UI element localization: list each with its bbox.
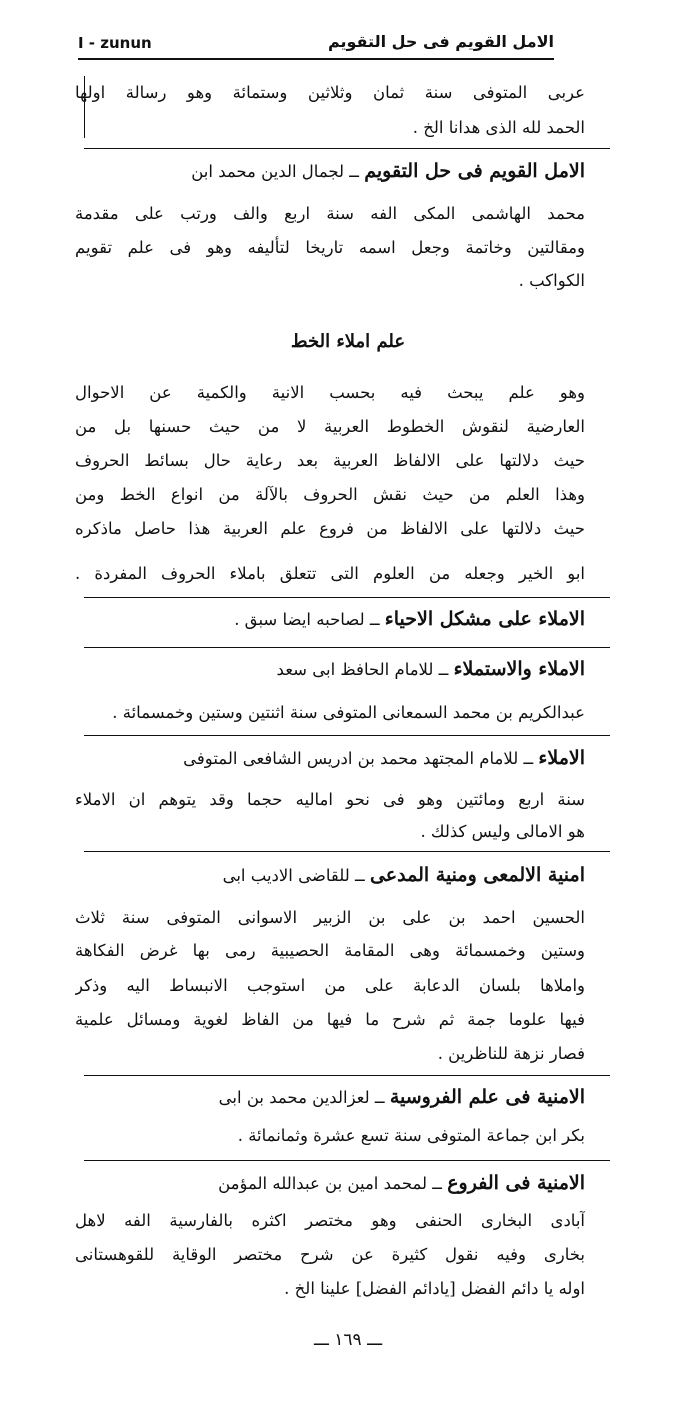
page-number: ـــ ١٦٩ ـــ — [313, 1330, 383, 1350]
entry-first-line: الاملاء ــ للامام المجتهد محمد بن ادريس الشافعى المتوفى — [183, 747, 585, 769]
text-line: فيها علوما جمة ثم شرح ما فيها من الفاظ لغوية ومسائل علمية — [75, 1010, 585, 1029]
entry-first-line: الاملاء والاستملاء ــ للامام الحافظ ابى سعد — [276, 658, 585, 680]
divider — [84, 1075, 610, 1076]
text-line: عربى المتوفى سنة ثمان وثلاثين وستمائة وهو رسالة اولها — [75, 83, 585, 102]
running-header — [78, 32, 554, 60]
entry-title: الامنية فى علم الفروسية — [389, 1086, 585, 1108]
text-line: اوله يا دائم الفضل [يادائم الفضل] علينا الخ . — [284, 1279, 585, 1298]
entry-first-line: الامل القويم فى حل التقويم ــ لجمال الدين محمد ابن — [191, 160, 585, 182]
text-line: بخارى وفيه نقول كثيرة عن شرح مختصر الوقاية للقوهستانى — [75, 1245, 585, 1264]
header-title: الامل القويم فى حل التقويم — [327, 32, 554, 51]
entry-first-line: الامنية فى الفروع ــ لمحمد امين بن عبدالله المؤمن — [218, 1172, 585, 1194]
text-line: سنة اربع ومائتين وهو فى نحو اماليه حجما وقد يتوهم ان الاملاء — [75, 790, 585, 809]
header-left-label: I - zunun — [78, 34, 152, 52]
entry-first-line: الاملاء على مشكل الاحياء ــ لصاحبه ايضا سبق . — [234, 608, 585, 630]
text-line: ابو الخير وجعله من العلوم التى تتعلق باملاء الحروف المفردة . — [75, 564, 585, 583]
text-line: محمد الهاشمى المكى الفه سنة اربع والف ورتب على مقدمة — [75, 204, 585, 223]
text-line: الكواكب . — [518, 271, 585, 290]
divider — [84, 735, 610, 736]
text-line: الحمد لله الذى هدانا الخ . — [412, 118, 585, 137]
text-line: الحسين احمد بن على بن الزبير الاسوانى المتوفى سنة ثلاث — [75, 908, 585, 927]
text-line: حيث دلالتها على الالفاظ العربية بعد رعاية حال بسائط الحروف — [75, 451, 585, 470]
text-line: فصار نزهة للناظرين . — [437, 1044, 585, 1063]
text-line: العارضية لنقوش الخطوط العربية لا من حيث حسنها بل من — [75, 417, 585, 436]
text-line: حيث دلالتها على الالفاظ من فروع علم العربية هذا حاصل ماذكره — [75, 519, 585, 538]
entry-title: امنية الالمعى ومنية المدعى — [369, 864, 585, 886]
divider — [84, 647, 610, 648]
entry-title: الاملاء على مشكل الاحياء — [384, 608, 585, 630]
divider — [84, 597, 610, 598]
text-line: وستين وخمسمائة وهى المقامة الحصيبية رمى بها غرض الفكاهة — [75, 941, 585, 960]
text-line: آبادى البخارى الحنفى وهو مختصر اكثره بالفارسية الفه لاهل — [75, 1211, 585, 1230]
text-line: عبدالكريم بن محمد السمعانى المتوفى سنة اثنتين وستين وخمسمائة . — [112, 703, 585, 722]
text-line: بكر ابن جماعة المتوفى سنة تسع عشرة وثمانمائة . — [237, 1126, 585, 1145]
text-line: واملاها بلسان الدعابة على من استوجب الانبساط اليه وذكر — [75, 976, 585, 995]
divider — [84, 148, 610, 149]
entry-first-line: الامنية فى علم الفروسية ــ لعزالدين محمد بن ابى — [218, 1086, 585, 1108]
divider — [84, 851, 610, 852]
text-line: وهذا العلم من حيث نقش الحروف بالآلة من انواع الخط ومن — [75, 485, 585, 504]
entry-title: الاملاء — [538, 747, 585, 769]
entry-title: الامل القويم فى حل التقويم — [364, 160, 585, 182]
divider — [84, 1160, 610, 1161]
entry-title: الاملاء والاستملاء — [453, 658, 585, 680]
text-line: وهو علم يبحث فيه بحسب الانية والكمية عن الاحوال — [75, 383, 585, 402]
section-heading: علم املاء الخط — [290, 331, 406, 352]
text-line: هو الامالى وليس كذلك . — [420, 822, 585, 841]
entry-title: الامنية فى الفروع — [447, 1172, 585, 1194]
entry-first-line: امنية الالمعى ومنية المدعى ــ للقاضى الاديب ابى — [222, 864, 585, 886]
text-line: ومقالتين وخاتمة وجعل اسمه تاريخا لتأليفه وهو فى علم تقويم — [75, 238, 585, 257]
